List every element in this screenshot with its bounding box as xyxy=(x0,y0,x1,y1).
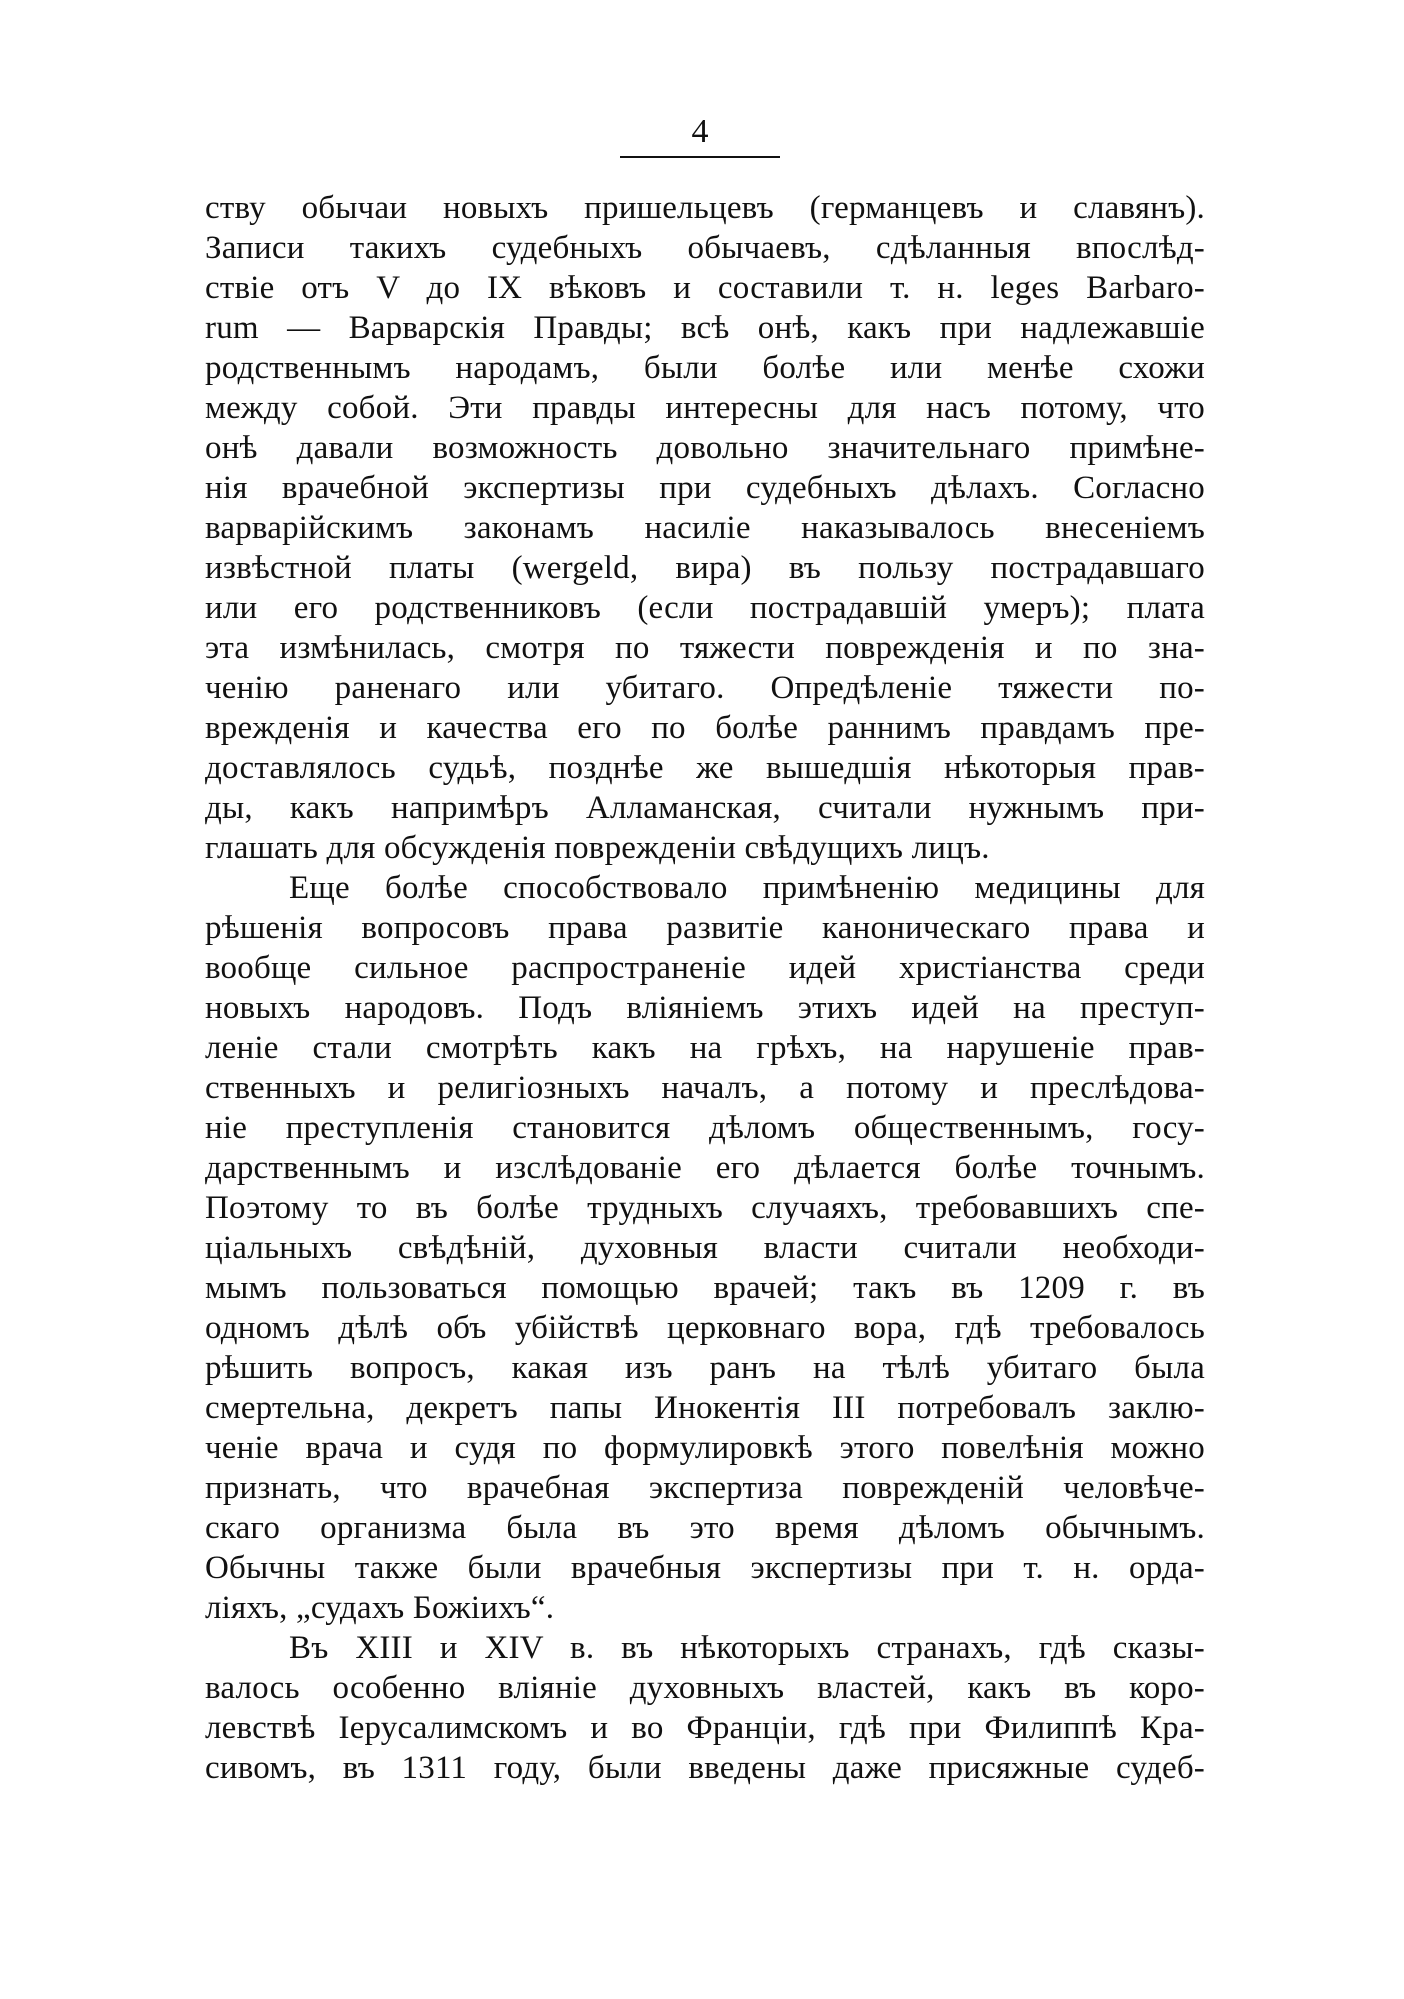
text-line: или его родственниковъ (если пострадавшій умеръ); плата xyxy=(205,590,1205,626)
page-number: 4 xyxy=(691,113,709,150)
text-line: эта измѣнилась, смотря по тяжести поврежденія и по зна- xyxy=(205,630,1205,666)
text-line: доставлялось судьѣ, позднѣе же вышедшія нѣкоторыя прав- xyxy=(205,750,1205,786)
text-line: ды, какъ напримѣръ Алламанская, считали нужнымъ при- xyxy=(205,790,1205,826)
text-line: левствѣ Іерусалимскомъ и во Франціи, гдѣ при Филиппѣ Кра- xyxy=(205,1710,1205,1746)
text-line: ніе преступленія становится дѣломъ общественнымъ, госу- xyxy=(205,1110,1205,1146)
text-line: валось особенно вліяніе духовныхъ властей, какъ въ коро- xyxy=(205,1670,1205,1706)
text-line: ченіе врача и судя по формулировкѣ этого повелѣнія можно xyxy=(205,1430,1205,1466)
text-line: Записи такихъ судебныхъ обычаевъ, сдѣланныя впослѣд- xyxy=(205,230,1205,266)
text-line: Обычны также были врачебныя экспертизы при т. н. орда- xyxy=(205,1550,1205,1586)
text-line: ствіе отъ V до IX вѣковъ и составили т. н. leges Barbaro- xyxy=(205,270,1205,306)
text-line: глашать для обсужденія поврежденіи свѣдущихъ лицъ. xyxy=(205,830,990,866)
text-line: Поэтому то въ болѣе трудныхъ случаяхъ, требовавшихъ спе- xyxy=(205,1190,1205,1226)
text-line: ству обычаи новыхъ пришельцевъ (германцевъ и славянъ). xyxy=(205,190,1205,226)
text-line: рѣшенія вопросовъ права развитіе каноническаго права и xyxy=(205,910,1205,946)
text-line: Еще болѣе способствовало примѣненію медицины для xyxy=(289,870,1205,906)
text-line: новыхъ народовъ. Подъ вліяніемъ этихъ идей на преступ- xyxy=(205,990,1205,1026)
text-line: извѣстной платы (wergeld, вира) въ пользу пострадавшаго xyxy=(205,550,1205,586)
text-line: сивомъ, въ 1311 году, были введены даже присяжные судеб- xyxy=(205,1750,1205,1786)
text-line: леніе стали смотрѣть какъ на грѣхъ, на нарушеніе прав- xyxy=(205,1030,1205,1066)
text-line: Въ XIII и XIV в. въ нѣкоторыхъ странахъ, гдѣ сказы- xyxy=(289,1630,1205,1666)
body-text xyxy=(205,188,1205,1788)
text-line: родственнымъ народамъ, были болѣе или менѣе схожи xyxy=(205,350,1205,386)
text-line: ченію раненаго или убитаго. Опредѣленіе тяжести по- xyxy=(205,670,1205,706)
page-number-rule xyxy=(620,156,780,158)
text-line: нія врачебной экспертизы при судебныхъ дѣлахъ. Согласно xyxy=(205,470,1205,506)
text-line: одномъ дѣлѣ объ убійствѣ церковнаго вора, гдѣ требовалось xyxy=(205,1310,1205,1346)
text-line: мымъ пользоваться помощью врачей; такъ въ 1209 г. въ xyxy=(205,1270,1205,1306)
text-line: rum — Варварскія Правды; всѣ онѣ, какъ при надлежавшіе xyxy=(205,310,1205,346)
text-line: врежденія и качества его по болѣе раннимъ правдамъ пре- xyxy=(205,710,1205,746)
text-line: онѣ давали возможность довольно значительнаго примѣне- xyxy=(205,430,1205,466)
text-line: смертельна, декретъ папы Инокентія III потребовалъ заклю- xyxy=(205,1390,1205,1426)
text-line: дарственнымъ и изслѣдованіе его дѣлается болѣе точнымъ. xyxy=(205,1150,1205,1186)
text-line: скаго организма была въ это время дѣломъ обычнымъ. xyxy=(205,1510,1205,1546)
text-line: варварійскимъ законамъ насиліе наказывалось внесеніемъ xyxy=(205,510,1205,546)
text-line: ціальныхъ свѣдѣній, духовныя власти считали необходи- xyxy=(205,1230,1205,1266)
text-line: ліяхъ, „судахъ Божіихъ“. xyxy=(205,1590,555,1626)
text-line: признать, что врачебная экспертиза поврежденій человѣче- xyxy=(205,1470,1205,1506)
text-line: вообще сильное распространеніе идей христіанства среди xyxy=(205,950,1205,986)
text-line: рѣшить вопросъ, какая изъ ранъ на тѣлѣ убитаго была xyxy=(205,1350,1205,1386)
text-line: ственныхъ и религіозныхъ началъ, а потому и преслѣдова- xyxy=(205,1070,1205,1106)
text-line: между собой. Эти правды интересны для насъ потому, что xyxy=(205,390,1205,426)
